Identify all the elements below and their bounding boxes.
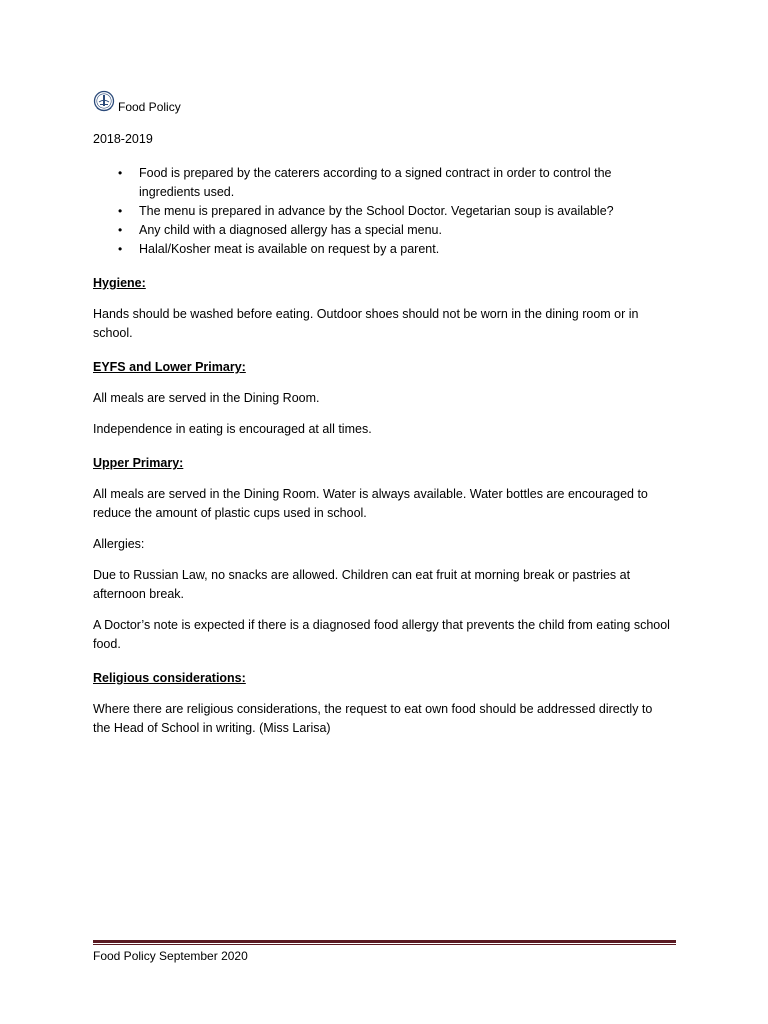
- bullet-icon: •: [118, 223, 123, 237]
- document-title: Food Policy: [118, 100, 181, 114]
- list-item: [118, 221, 673, 240]
- bullet-icon: •: [118, 166, 123, 180]
- allergies-text-doctor-note: A Doctor’s note is expected if there is a diagnosed food allergy that prevents the child from eating school food.: [93, 618, 670, 651]
- list-item-text: Food is prepared by the caterers according to a signed contract in order to control the ingredients used.: [139, 166, 612, 199]
- list-item-text: The menu is prepared in advance by the School Doctor. Vegetarian soup is available?: [139, 204, 614, 218]
- bullet-icon: •: [118, 204, 123, 218]
- eyfs-text-meals: All meals are served in the Dining Room.: [93, 391, 320, 405]
- allergies-text-snacks: Due to Russian Law, no snacks are allowed. Children can eat fruit at morning break or pastries at afternoon break.: [93, 568, 631, 601]
- bullet-icon: •: [118, 242, 123, 256]
- school-crest-icon: [93, 90, 115, 114]
- list-item-text: Any child with a diagnosed allergy has a special menu.: [139, 223, 442, 237]
- hygiene-heading: Hygiene:: [93, 276, 146, 290]
- eyfs-text-independence: Independence in eating is encouraged at all times.: [93, 422, 372, 436]
- list-item-text: Halal/Kosher meat is available on request by a parent.: [139, 242, 440, 256]
- list-item: [118, 164, 673, 202]
- footer-divider: [93, 940, 676, 945]
- upper-primary-heading: Upper Primary:: [93, 456, 184, 470]
- document-body: [93, 88, 673, 738]
- title-row: [93, 88, 673, 114]
- upper-primary-text: All meals are served in the Dining Room. Water is always available. Water bottles are encouraged to reduce the amount of plastic cups used in school.: [93, 487, 648, 520]
- academic-year: 2018-2019: [93, 132, 153, 146]
- policy-bullet-list: [93, 164, 673, 259]
- religious-text: Where there are religious considerations, the request to eat own food should be addressed directly to the Head of School in writing. (Miss Larisa): [93, 702, 653, 735]
- allergies-label: Allergies:: [93, 537, 145, 551]
- hygiene-text: Hands should be washed before eating. Outdoor shoes should not be worn in the dining room or in school.: [93, 307, 639, 340]
- list-item: [118, 240, 673, 259]
- eyfs-heading: EYFS and Lower Primary:: [93, 360, 246, 374]
- footer-text: Food Policy September 2020: [93, 949, 248, 963]
- list-item: [118, 202, 673, 221]
- religious-heading: Religious considerations:: [93, 671, 246, 685]
